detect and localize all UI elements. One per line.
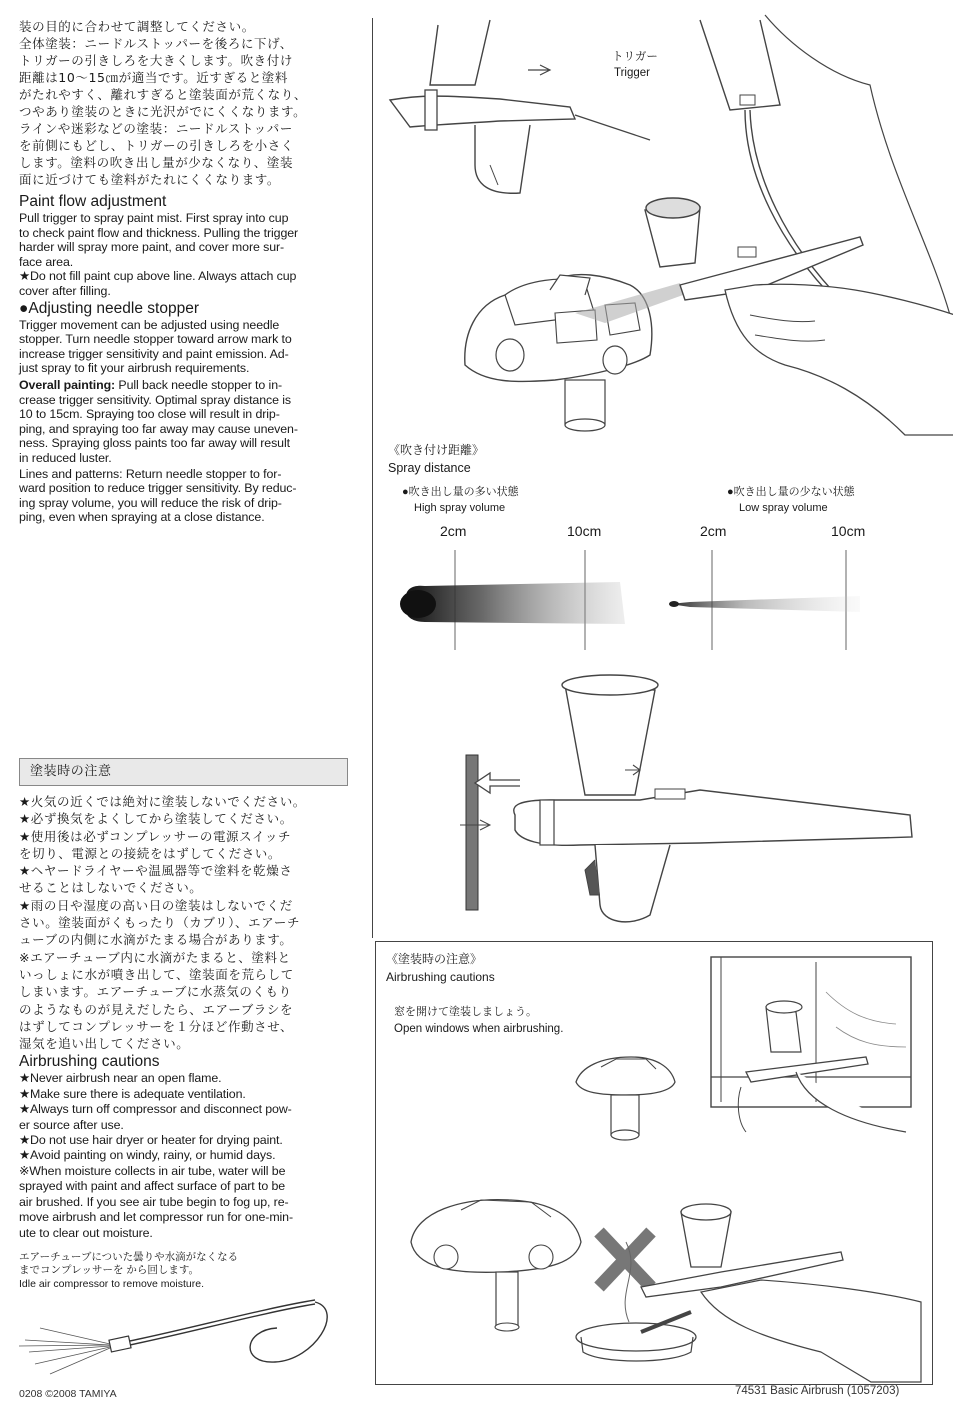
air-hose-illustration <box>15 1290 335 1380</box>
spray-distance-diagram <box>380 540 920 660</box>
jp-line: 全体塗装：ニードルストッパーを後ろに下げ、 <box>19 36 293 51</box>
high-volume-spray <box>406 582 625 624</box>
jp-line: はずしてコンプレッサーを１分ほど作動させ、 <box>19 1018 294 1034</box>
en-line: ute to clear out moisture. <box>19 1225 153 1240</box>
overall-text <box>19 378 354 466</box>
needle-heading: ●Adjusting needle stopper <box>19 299 199 317</box>
jp-line: 面に近づけても塗料がたれにくくなります。 <box>19 172 281 187</box>
jp-line: ※エアーチューブ内に水滴がたまると、塗料と <box>19 949 291 965</box>
idle-jp-line: までコンプレッサーを から回します。 <box>19 1264 200 1277</box>
airbrushing-cautions-heading: Airbrushing cautions <box>19 1053 160 1071</box>
left-column-top <box>19 18 354 525</box>
distance-label-2cm-a: 2cm <box>440 523 467 539</box>
en-line: ward position to reduce trigger sensitivity. By reduc- <box>19 481 297 496</box>
en-line: ※When moisture collects in air tube, water will be <box>19 1163 286 1178</box>
lines-text <box>19 467 354 525</box>
en-line: increase trigger sensitivity and paint emission. Ad- <box>19 346 289 361</box>
jp-line: さい。塗装面がくもったり（カブリ）、エアーチ <box>19 915 301 931</box>
en-line: Lines and patterns: Return needle stopper to for- <box>19 466 282 481</box>
airbrush-side-illustration <box>460 665 930 935</box>
spray-distance-en: Spray distance <box>388 461 471 475</box>
needle-text <box>19 318 354 376</box>
paint-flow-heading: Paint flow adjustment <box>19 193 167 210</box>
en-line: er source after use. <box>19 1117 124 1132</box>
caution-heading-jp: 塗装時の注意 <box>30 764 112 779</box>
en-line: ★Always turn off compressor and disconnect pow- <box>19 1102 292 1117</box>
airbrush-trigger-illustration <box>380 15 660 200</box>
low-volume-jp: ●吹き出し量の少ない状態 <box>727 486 855 498</box>
en-line: to check paint flow and thickness. Pulling the trigger <box>19 225 299 240</box>
jp-line: ★使用後は必ずコンプレッサーの電源スイッチ <box>19 828 292 844</box>
en-line: ping, even when spraying at a close distance. <box>19 510 265 525</box>
cautions-box-en: Airbrushing cautions <box>386 970 495 984</box>
en-line: in reduced luster. <box>19 450 112 465</box>
jp-line: 湿気を追い出してください。 <box>19 1036 190 1052</box>
jp-line: 装の目的に合わせて調整してください。 <box>19 19 255 34</box>
jp-line: せることはしないでください。 <box>19 880 203 896</box>
jp-line: トリガーの引きしろを大きくします。吹き付け <box>19 53 293 68</box>
jp-line: を前側にもどし、トリガーの引きしろを小さく <box>19 138 294 153</box>
high-volume-en: High spray volume <box>414 502 506 514</box>
high-volume-jp: ●吹き出し量の多い状態 <box>402 486 519 498</box>
trigger-label-en: Trigger <box>614 67 650 79</box>
distance-label-10cm-a: 10cm <box>567 523 602 539</box>
jp-line: ★火気の近くでは絶対に塗装しないでください。 <box>19 794 306 809</box>
low-volume-spray-core <box>669 601 679 607</box>
en-line: crease trigger sensitivity. Optimal spray distance is <box>19 392 291 407</box>
en-line: ping, and spraying too far away may cause uneven- <box>19 421 298 436</box>
low-volume-spray <box>670 596 860 612</box>
cautions-box-jp: 《塗装時の注意》 <box>386 952 483 966</box>
en-line: ing spray volume, you will reduce the risk of drip- <box>19 495 282 510</box>
window-en: Open windows when airbrushing. <box>394 1023 564 1035</box>
no-flame-scene-illustration <box>401 1172 921 1382</box>
small-car-illustration <box>571 1047 681 1147</box>
cautions-column <box>19 793 359 1291</box>
prohibited-x-icon <box>599 1232 651 1287</box>
en-line: ★Avoid painting on windy, rainy, or humid days. <box>19 1148 276 1163</box>
en-line: move airbrush and let compressor run for one-min- <box>19 1210 294 1225</box>
en-line: face area. <box>19 254 74 269</box>
paint-flow-text <box>19 211 354 299</box>
jp-line: ★ヘヤードライヤーや温風器等で塗料を乾燥さ <box>19 863 293 879</box>
en-line: Trigger movement can be adjusted using needle <box>19 317 280 332</box>
en-line: 10 to 15cm. Spraying too close will result in drip- <box>19 407 280 422</box>
en-line: Pull trigger to spray paint mist. First spray into cup <box>19 211 289 225</box>
jp-line: ューブの内側に水滴がたまる場合があります。 <box>19 932 293 948</box>
en-line: ★Do not fill paint cup above line. Always attach cup <box>19 269 297 284</box>
en-line: stopper. Turn needle stopper toward arrow mark to <box>19 332 292 347</box>
jp-line: つやあり塗装のときに光沢がでにくくなります。 <box>19 104 307 119</box>
jp-line: のようなものが見えだしたら、エアーブラシを <box>19 1001 294 1017</box>
jp-line: しまいます。エアーチューブに水蒸気のくもり <box>19 984 292 1000</box>
footer-left: 0208 ©2008 TAMIYA <box>19 1388 117 1400</box>
idle-en-line: Idle air compressor to remove moisture. <box>19 1277 204 1290</box>
idle-jp-line: エアーチューブについた曇りや水滴がなくなる <box>19 1250 239 1263</box>
jp-line: を切り、電源との接続をはずしてください。 <box>19 845 282 861</box>
caution-heading-bar <box>19 758 348 786</box>
cautions-jp <box>19 793 359 1052</box>
car-spray-illustration <box>455 195 953 440</box>
jp-paragraph <box>19 18 359 188</box>
jp-line: ラインや迷彩などの塗装：ニードルストッパー <box>19 121 293 136</box>
en-line: cover after filling. <box>19 283 111 298</box>
footer-right: 74531 Basic Airbrush (1057203) <box>735 1385 900 1397</box>
jp-line: がたれやすく、離れすぎると塗装面が荒くなり、 <box>19 87 307 102</box>
distance-label-2cm-b: 2cm <box>700 523 727 539</box>
en-line: ★Do not use hair dryer or heater for drying paint. <box>19 1133 283 1148</box>
high-volume-spray-core <box>400 590 436 618</box>
jp-line: します。塗料の吹き出し量が少なくなり、塗装 <box>19 155 294 170</box>
cautions-en <box>19 1071 359 1240</box>
en-line <box>19 378 354 393</box>
window-jp: 窓を開けて塗装しましょう。 <box>394 1006 537 1018</box>
overall-label: Overall painting: <box>19 377 116 392</box>
en-line: ness. Spraying gloss paints too far away will result <box>19 436 290 451</box>
en-line: just spray to fit your airbrush requirements. <box>19 361 250 376</box>
distance-label-10cm-b: 10cm <box>831 523 866 539</box>
jp-line: 距離は10〜15㎝が適当です。近すぎると塗料 <box>19 70 289 85</box>
jp-line: いっしょに水が噴き出して、塗装面を荒らして <box>19 966 294 982</box>
trigger-label-jp: トリガー <box>612 51 658 63</box>
jp-line: ★雨の日や湿度の高い日の塗装はしないでくだ <box>19 897 293 913</box>
jp-line: ★必ず換気をよくしてから塗装してください。 <box>19 811 293 827</box>
column-divider <box>372 18 373 938</box>
en-line: sprayed with paint and affect surface of part to be <box>19 1179 286 1194</box>
en-line: harder will spray more paint, and cover more sur- <box>19 240 285 255</box>
en-line-part: Pull back needle stopper to in- <box>115 377 283 392</box>
spray-distance-jp: 《吹き付け距離》 <box>388 443 485 457</box>
en-line: ★Make sure there is adequate ventilation. <box>19 1086 246 1101</box>
en-line: ★Never airbrush near an open flame. <box>19 1071 222 1086</box>
cautions-figure-box <box>375 941 933 1385</box>
en-line: air brushed. If you see air tube begin to fog up, re- <box>19 1194 289 1209</box>
idle-caption <box>19 1251 359 1292</box>
low-volume-en: Low spray volume <box>739 502 828 514</box>
